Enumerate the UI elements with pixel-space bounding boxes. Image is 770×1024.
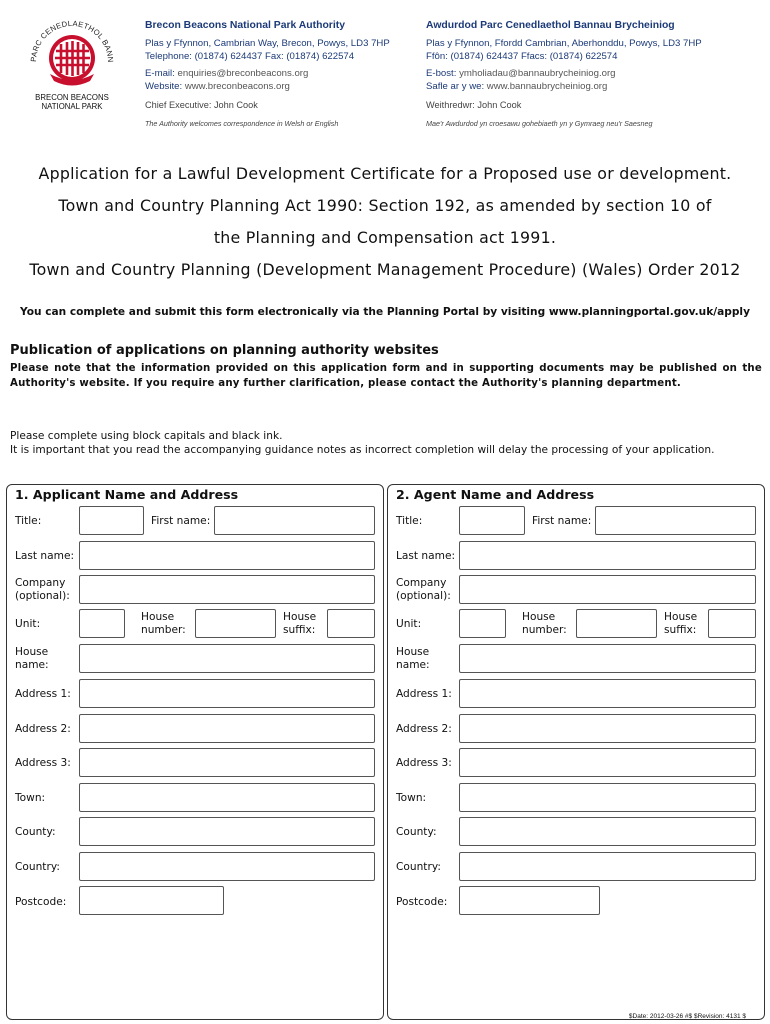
applicant-town-input[interactable] bbox=[79, 783, 375, 812]
logo-title-line1: BRECON BEACONS bbox=[35, 93, 109, 102]
applicant-panel bbox=[6, 484, 384, 1020]
applicant-address3-label: Address 3: bbox=[15, 757, 71, 769]
agent-address2-input[interactable] bbox=[459, 714, 756, 743]
instruction-guidance: It is important that you read the accompanying guidance notes as incorrect completion will delay the processing of your application. bbox=[10, 444, 715, 456]
agent-county-input[interactable] bbox=[459, 817, 756, 846]
agent-heading: 2. Agent Name and Address bbox=[396, 487, 595, 502]
agent-house-suffix-label bbox=[664, 611, 697, 636]
applicant-house-number-label bbox=[141, 611, 186, 636]
web-row-english bbox=[145, 80, 390, 93]
agent-title-label: Title: bbox=[396, 515, 423, 527]
applicant-house-name-label bbox=[15, 646, 49, 671]
phone-welsh: Ffôn: (01874) 624437 Ffacs: (01874) 622574 bbox=[426, 51, 618, 63]
applicant-company-label-2: (optional): bbox=[15, 589, 70, 602]
applicant-country-input[interactable] bbox=[79, 852, 375, 881]
applicant-house-number-label-2: number: bbox=[141, 623, 186, 636]
applicant-address3-input[interactable] bbox=[79, 748, 375, 777]
agent-house-name-label-1: House bbox=[396, 646, 430, 658]
publication-body: Please note that the information provided on this application form and in supporting documents may be published on the Authority's website. If you require any further clarification, please contact the Authority's planning department. bbox=[10, 363, 762, 389]
agent-address3-input[interactable] bbox=[459, 748, 756, 777]
email-link-english[interactable]: enquiries@breconbeacons.org bbox=[177, 67, 309, 79]
agent-address1-input[interactable] bbox=[459, 679, 756, 708]
agent-company-label-1: Company bbox=[396, 577, 447, 589]
applicant-house-suffix-label-1: House bbox=[283, 611, 317, 623]
email-link-welsh[interactable]: ymholiadau@bannaubrycheiniog.org bbox=[459, 67, 616, 79]
header-welsh bbox=[426, 20, 702, 130]
agent-house-suffix-label-2: suffix: bbox=[664, 623, 697, 636]
agent-last-name-label: Last name: bbox=[396, 550, 456, 562]
agent-house-number-label bbox=[522, 611, 567, 636]
web-row-welsh bbox=[426, 80, 702, 93]
applicant-address1-input[interactable] bbox=[79, 679, 375, 708]
chief-exec-welsh: Weithredwr: John Cook bbox=[426, 99, 522, 110]
logo-ring-text: PARC CENEDLAETHOL BANN bbox=[28, 18, 116, 63]
applicant-title-label: Title: bbox=[15, 515, 42, 527]
agent-last-name-input[interactable] bbox=[459, 541, 756, 570]
email-row-welsh bbox=[426, 67, 702, 80]
email-label-welsh: E-bost: bbox=[426, 67, 457, 79]
agent-panel bbox=[387, 484, 765, 1020]
applicant-county-label: County: bbox=[15, 826, 56, 838]
web-link-welsh[interactable]: www.bannaubrycheiniog.org bbox=[486, 81, 608, 93]
logo-title-line2: NATIONAL PARK bbox=[41, 102, 103, 111]
applicant-title-input[interactable] bbox=[79, 506, 144, 535]
address-english: Plas y Ffynnon, Cambrian Way, Brecon, Powys, LD3 7HP bbox=[145, 38, 390, 49]
applicant-country-label: Country: bbox=[15, 861, 60, 873]
instruction-block-capitals: Please complete using block capitals and black ink. bbox=[10, 430, 283, 442]
agent-house-number-input[interactable] bbox=[576, 609, 657, 638]
agent-town-label: Town: bbox=[396, 792, 427, 804]
applicant-postcode-input[interactable] bbox=[79, 886, 224, 915]
agent-address3-label: Address 3: bbox=[396, 757, 452, 769]
applicant-company-label bbox=[15, 577, 70, 602]
applicant-unit-label: Unit: bbox=[15, 618, 41, 630]
address-welsh: Plas y Ffynnon, Ffordd Cambrian, Aberhonddu, Powys, LD3 7HP bbox=[426, 38, 702, 49]
applicant-last-name-label: Last name: bbox=[15, 550, 75, 562]
email-row-english bbox=[145, 67, 390, 80]
applicant-heading: 1. Applicant Name and Address bbox=[15, 487, 239, 502]
act-line-2: the Planning and Compensation act 1991. bbox=[213, 228, 557, 247]
applicant-house-suffix-label bbox=[283, 611, 316, 636]
org-name-english: Brecon Beacons National Park Authority bbox=[145, 20, 345, 31]
applicant-first-name-input[interactable] bbox=[214, 506, 375, 535]
agent-title-input[interactable] bbox=[459, 506, 525, 535]
agent-country-label: Country: bbox=[396, 861, 441, 873]
agent-house-name-label-2: name: bbox=[396, 658, 430, 671]
applicant-house-number-input[interactable] bbox=[195, 609, 276, 638]
applicant-last-name-input[interactable] bbox=[79, 541, 375, 570]
applicant-county-input[interactable] bbox=[79, 817, 375, 846]
agent-address2-label: Address 2: bbox=[396, 723, 452, 735]
applicant-postcode-label: Postcode: bbox=[15, 896, 67, 908]
agent-town-input[interactable] bbox=[459, 783, 756, 812]
applicant-house-name-label-1: House bbox=[15, 646, 49, 658]
applicant-address2-label: Address 2: bbox=[15, 723, 71, 735]
org-name-welsh: Awdurdod Parc Cenedlaethol Bannau Brycheiniog bbox=[426, 20, 675, 31]
email-label-english: E-mail: bbox=[145, 67, 175, 79]
agent-house-number-label-2: number: bbox=[522, 623, 567, 636]
applicant-house-suffix-input[interactable] bbox=[327, 609, 375, 638]
applicant-house-number-label-1: House bbox=[141, 611, 175, 623]
applicant-first-name-label: First name: bbox=[151, 515, 211, 527]
agent-first-name-input[interactable] bbox=[595, 506, 756, 535]
web-label-english: Website: bbox=[145, 81, 183, 93]
planning-portal-notice: You can complete and submit this form electronically via the Planning Portal by visiting www.planningportal.gov.uk/apply bbox=[20, 306, 750, 318]
agent-postcode-label: Postcode: bbox=[396, 896, 448, 908]
revision-footer: $Date: 2012-03-26 #$ $Revision: 4131 $ bbox=[628, 1013, 746, 1020]
applicant-address1-label: Address 1: bbox=[15, 688, 71, 700]
agent-house-suffix-label-1: House bbox=[664, 611, 698, 623]
web-label-welsh: Safle ar y we: bbox=[426, 81, 485, 93]
language-note-welsh: Mae'r Awdurdod yn croesawu gohebiaeth yn y Gymraeg neu'r Saesneg bbox=[426, 119, 653, 129]
agent-postcode-input[interactable] bbox=[459, 886, 600, 915]
applicant-house-suffix-label-2: suffix: bbox=[283, 623, 316, 636]
applicant-unit-input[interactable] bbox=[79, 609, 125, 638]
header-english bbox=[145, 20, 390, 130]
agent-house-number-label-1: House bbox=[522, 611, 556, 623]
form-title: Application for a Lawful Development Certificate for a Proposed use or development. bbox=[38, 164, 732, 183]
agent-unit-label: Unit: bbox=[396, 618, 422, 630]
applicant-company-label-1: Company bbox=[15, 577, 66, 589]
language-note-english: The Authority welcomes correspondence in Welsh or English bbox=[145, 119, 339, 129]
agent-company-input[interactable] bbox=[459, 575, 756, 604]
agent-first-name-label: First name: bbox=[532, 515, 592, 527]
applicant-address2-input[interactable] bbox=[79, 714, 375, 743]
agent-country-input[interactable] bbox=[459, 852, 756, 881]
agent-company-label-2: (optional): bbox=[396, 589, 451, 602]
agent-address1-label: Address 1: bbox=[396, 688, 452, 700]
agent-county-label: County: bbox=[396, 826, 437, 838]
publication-heading: Publication of applications on planning authority websites bbox=[10, 343, 439, 358]
act-line-1: Town and Country Planning Act 1990: Section 192, as amended by section 10 of bbox=[58, 196, 712, 215]
agent-company-label bbox=[396, 577, 451, 602]
applicant-house-name-input[interactable] bbox=[79, 644, 375, 673]
agent-house-suffix-input[interactable] bbox=[708, 609, 756, 638]
applicant-house-name-label-2: name: bbox=[15, 658, 49, 671]
applicant-company-input[interactable] bbox=[79, 575, 375, 604]
agent-unit-input[interactable] bbox=[459, 609, 506, 638]
applicant-town-label: Town: bbox=[15, 792, 46, 804]
chief-exec-english: Chief Executive: John Cook bbox=[145, 99, 258, 110]
web-link-english[interactable]: www.breconbeacons.org bbox=[184, 81, 290, 93]
agent-house-name-label bbox=[396, 646, 430, 671]
phone-english: Telephone: (01874) 624437 Fax: (01874) 622574 bbox=[145, 51, 355, 63]
agent-house-name-input[interactable] bbox=[459, 644, 756, 673]
bbnp-emblem-icon bbox=[14, 10, 130, 116]
order-line: Town and Country Planning (Development Management Procedure) (Wales) Order 2012 bbox=[29, 260, 741, 279]
